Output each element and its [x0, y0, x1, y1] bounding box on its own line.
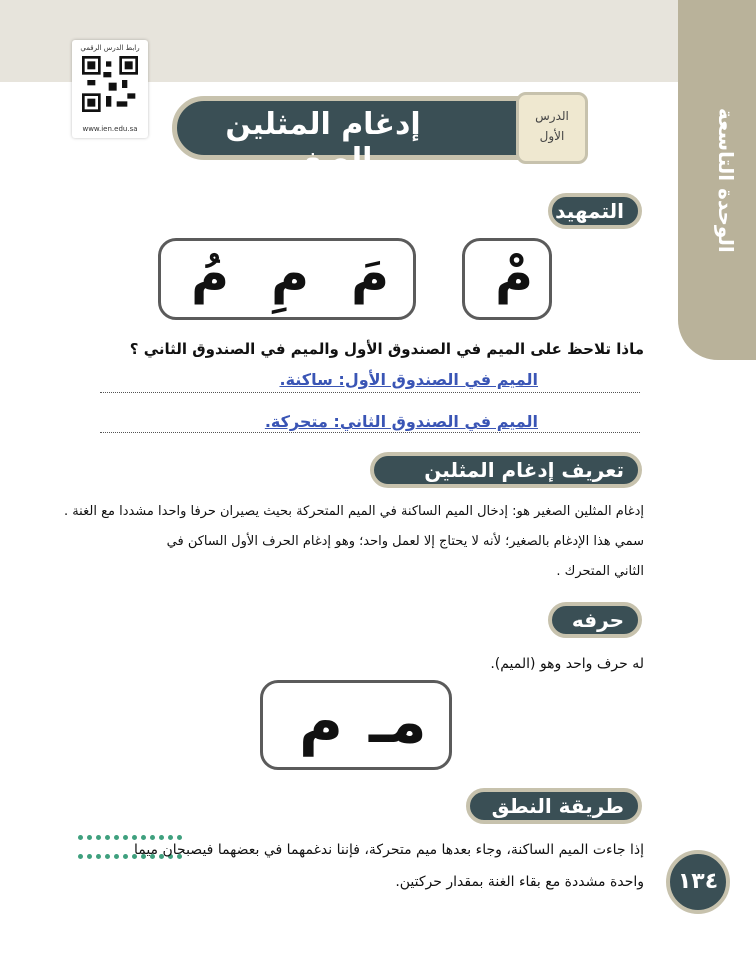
lesson-title: إدغام المثلين الصغير — [225, 107, 421, 177]
answer-1: الميم في الصندوق الأول: ساكنة. — [279, 370, 538, 389]
definition-line-3: الثاني المتحرك . — [556, 564, 644, 579]
page-number: ١٣٤ — [666, 850, 730, 914]
qr-code-icon — [82, 56, 138, 112]
lesson-badge-line2: الأول — [539, 129, 565, 143]
box-first — [462, 238, 552, 320]
lesson-badge — [516, 92, 588, 164]
section-definition: تعريف إدغام المثلين الصغير — [370, 452, 642, 488]
answer-line-2 — [100, 432, 640, 433]
qr-title: رابط الدرس الرقمي — [80, 44, 140, 52]
unit-label: الوحدة التاسعة — [714, 107, 738, 253]
glyph-mim-initial: مـ — [369, 687, 427, 757]
definition-line-2: سمي هذا الإدغام بالصغير؛ لأنه لا يحتاج إلا لعمل واحد؛ وهو إدغام الحرف الأول الساكن في — [166, 534, 644, 549]
glyph-mim-isolated: م — [299, 687, 343, 757]
section-letter: حرفه — [548, 602, 642, 638]
section-pronunciation: طريقة النطق به — [466, 788, 642, 824]
lesson-badge-line1: الدرس — [535, 109, 569, 123]
glyph-mim-damma: مُ — [191, 245, 230, 305]
letter-text: له حرف واحد وهو (الميم). — [490, 656, 644, 672]
pronunciation-line-1: إذا جاءت الميم الساكنة، وجاء بعدها ميم متحركة، فإننا ندغمهما في بعضهما فيصبحان ميما — [133, 842, 644, 858]
pronunciation-line-2: واحدة مشددة مع بقاء الغنة بمقدار حركتين. — [395, 874, 644, 890]
box-second — [158, 238, 416, 320]
box-letter-forms — [260, 680, 452, 770]
qr-url[interactable]: www.ien.edu.sa — [82, 125, 138, 133]
section-intro: التمهيد — [548, 193, 642, 229]
unit-side-band — [678, 0, 756, 360]
answer-2: الميم في الصندوق الثاني: متحركة. — [264, 412, 538, 431]
qr-card[interactable] — [72, 40, 148, 138]
glyph-mim-sukun: مْ — [495, 245, 534, 305]
glyph-mim-fatha: مَ — [351, 245, 390, 305]
question-text: ماذا تلاحظ على الميم في الصندوق الأول والميم في الصندوق الثاني ؟ — [129, 340, 644, 358]
glyph-mim-kasra: مِ — [271, 245, 310, 305]
definition-line-1: إدغام المثلين الصغير هو: إدخال الميم الساكنة في الميم المتحركة بحيث يصيران حرفا واحدا مشددا مع الغنة . — [63, 504, 644, 519]
answer-line-1 — [100, 392, 640, 393]
